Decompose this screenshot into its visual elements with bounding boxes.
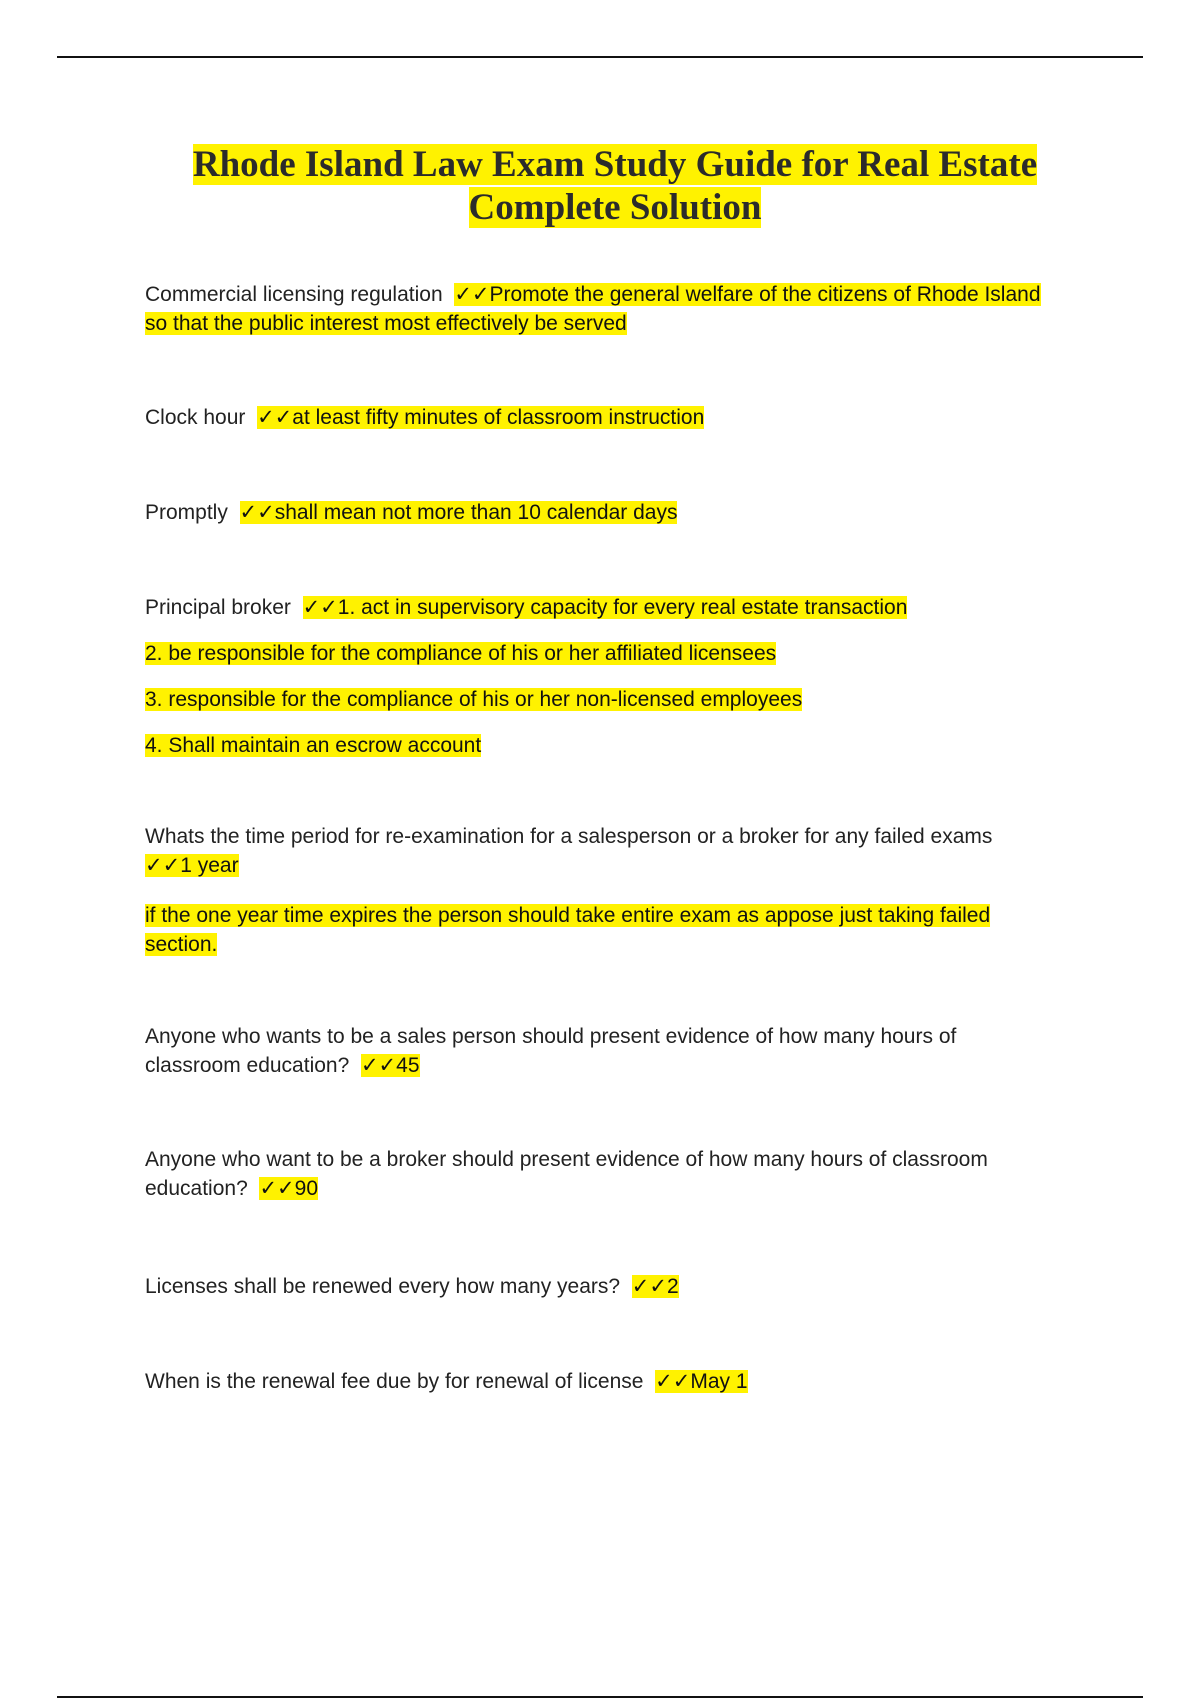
check-mark-icon: ✓✓ bbox=[257, 406, 293, 429]
check-mark-icon: ✓✓ bbox=[454, 283, 490, 306]
flashcard-entry bbox=[145, 1272, 1045, 1301]
flashcard-answer-line: 4. Shall maintain an escrow account bbox=[145, 734, 482, 757]
flashcard-term: Commercial licensing regulation bbox=[145, 283, 443, 306]
flashcard-answer: ✓✓shall mean not more than 10 calendar days bbox=[239, 501, 678, 524]
flashcard-entry bbox=[145, 1022, 1045, 1080]
flashcard-answer: ✓✓45 bbox=[360, 1054, 420, 1077]
check-mark-icon: ✓✓ bbox=[302, 596, 338, 619]
title-line-2: Complete Solution bbox=[468, 187, 762, 228]
check-mark-icon: ✓✓ bbox=[239, 501, 275, 524]
flashcard-entry bbox=[145, 280, 1045, 338]
flashcard-entry bbox=[145, 822, 1045, 880]
flashcard-answer: ✓✓1 year bbox=[145, 854, 239, 877]
flashcard-entry bbox=[145, 593, 1045, 622]
check-mark-icon: ✓✓ bbox=[259, 1177, 295, 1200]
flashcard-term: Licenses shall be renewed every how many years? bbox=[145, 1275, 621, 1298]
flashcard-term: Clock hour bbox=[145, 406, 246, 429]
flashcard-answer: ✓✓2 bbox=[631, 1275, 679, 1298]
flashcard-answer-line: if the one year time expires the person should take entire exam as appose just taking failed section. bbox=[145, 904, 991, 956]
bottom-rule bbox=[57, 1696, 1143, 1698]
flashcard-term: Principal broker bbox=[145, 596, 291, 619]
flashcard-entry bbox=[145, 498, 1045, 527]
flashcard-term: Whats the time period for re-examination for a salesperson or a broker for any failed exams bbox=[145, 825, 993, 848]
flashcard-entry bbox=[145, 403, 1045, 432]
flashcard-answer: ✓✓1. act in supervisory capacity for every real estate transaction bbox=[302, 596, 908, 619]
flashcard-entry bbox=[145, 1145, 1045, 1203]
flashcard-entry bbox=[145, 1367, 1045, 1396]
flashcard-answer-line: 3. responsible for the compliance of his or her non-licensed employees bbox=[145, 688, 803, 711]
flashcard-term: Promptly bbox=[145, 501, 228, 524]
check-mark-icon: ✓✓ bbox=[655, 1370, 691, 1393]
top-rule bbox=[57, 56, 1143, 58]
flashcard-term: Anyone who wants to be a sales person should present evidence of how many hours of classroom education? bbox=[145, 1025, 957, 1077]
document-title bbox=[100, 143, 1130, 229]
check-mark-icon: ✓✓ bbox=[360, 1054, 397, 1077]
flashcard-answer: ✓✓May 1 bbox=[655, 1370, 748, 1393]
flashcard-answer: ✓✓at least fifty minutes of classroom instruction bbox=[257, 406, 705, 429]
flashcard-term: When is the renewal fee due by for renewal of license bbox=[145, 1370, 644, 1393]
check-mark-icon: ✓✓ bbox=[145, 854, 181, 877]
flashcard-answer: ✓✓90 bbox=[259, 1177, 318, 1200]
flashcard-term: Anyone who want to be a broker should present evidence of how many hours of classroom education? bbox=[145, 1148, 988, 1200]
title-line-1: Rhode Island Law Exam Study Guide for Real Estate bbox=[192, 144, 1038, 185]
flashcard-answer-line: 2. be responsible for the compliance of his or her affiliated licensees bbox=[145, 642, 777, 665]
check-mark-icon: ✓✓ bbox=[631, 1275, 667, 1298]
flashcard-answer: ✓✓Promote the general welfare of the citizens of Rhode Island so that the public interest most effectively be served bbox=[145, 283, 1041, 335]
